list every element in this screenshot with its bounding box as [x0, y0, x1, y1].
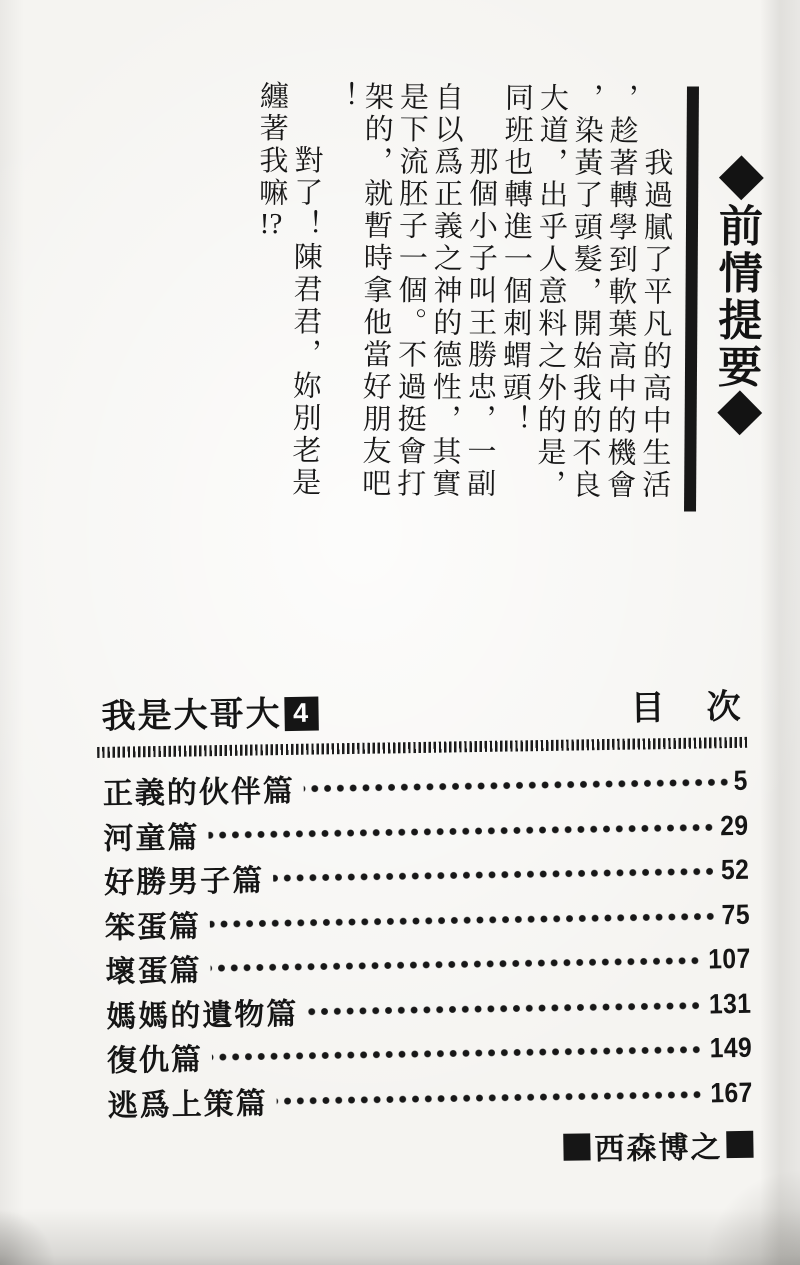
toc-page-number: 52	[720, 854, 750, 886]
toc-item-title: 好勝男子篇	[103, 864, 265, 901]
toc-page-number: 107	[707, 943, 751, 975]
toc-item-title: 笨蛋篇	[104, 910, 202, 945]
toc-item-title: 逃爲上策篇	[107, 1087, 268, 1123]
summary-paragraph-1: 我過膩了平凡的高中生活 ，趁著轉學到軟葉高中的機會 ，染黃了頭髮，開始我的不良 大道，出乎人意料之外的是， 同班也轉進一個刺蝟頭！	[498, 82, 673, 502]
author-credit	[103, 1122, 754, 1176]
dot-leader	[277, 1089, 704, 1106]
stripe-divider	[97, 737, 747, 758]
summary-paragraph-2: 那個小子叫王勝忠，一副 自以爲正義之神的德性，其實 是下流胚子一個。不過挺會打 架的，就暫時拿他當好朋友吧 ！	[325, 80, 498, 501]
dot-leader	[273, 867, 716, 884]
dot-leader	[212, 1045, 703, 1063]
series-title-text: 我是大哥大	[101, 695, 282, 736]
toc-row	[107, 1070, 753, 1125]
toc-page-number: 75	[721, 898, 751, 930]
toc-list	[97, 759, 753, 1125]
table-of-contents	[96, 680, 754, 1176]
dot-leader	[307, 1000, 702, 1016]
black-square-icon	[726, 1130, 753, 1157]
toc-page-number: 149	[709, 1032, 753, 1064]
toc-page-number: 131	[708, 987, 752, 1020]
contents-heading: 目 次	[630, 687, 745, 728]
toc-item-title: 壞蛋篇	[105, 954, 202, 990]
previous-story-summary	[251, 80, 766, 512]
toc-item-title: 復仇篇	[106, 1043, 204, 1079]
author-name: 西森博之	[594, 1131, 723, 1167]
summary-body	[251, 80, 674, 511]
toc-item-title: 正義的伙伴篇	[102, 775, 296, 812]
dot-leader	[304, 777, 731, 794]
toc-item-title: 媽媽的遺物篇	[106, 997, 299, 1034]
toc-header	[96, 680, 747, 738]
toc-page-number: 167	[709, 1076, 753, 1109]
toc-page-number: 29	[719, 809, 749, 841]
toc-page-number: 5	[733, 765, 748, 797]
summary-paragraph-3: 對了！陳君君，妳別老是 纏著我嘛!?	[255, 80, 323, 499]
toc-item-title: 河童篇	[103, 821, 200, 856]
dot-leader	[208, 822, 715, 840]
dot-leader	[210, 956, 701, 974]
volume-badge	[284, 696, 319, 731]
dot-leader	[210, 911, 717, 929]
series-title	[101, 686, 319, 738]
black-square-icon	[563, 1133, 590, 1160]
summary-title: ◆前情提要◆	[710, 155, 762, 438]
volume-number: 4	[292, 697, 311, 728]
title-rule-bar	[684, 86, 699, 511]
